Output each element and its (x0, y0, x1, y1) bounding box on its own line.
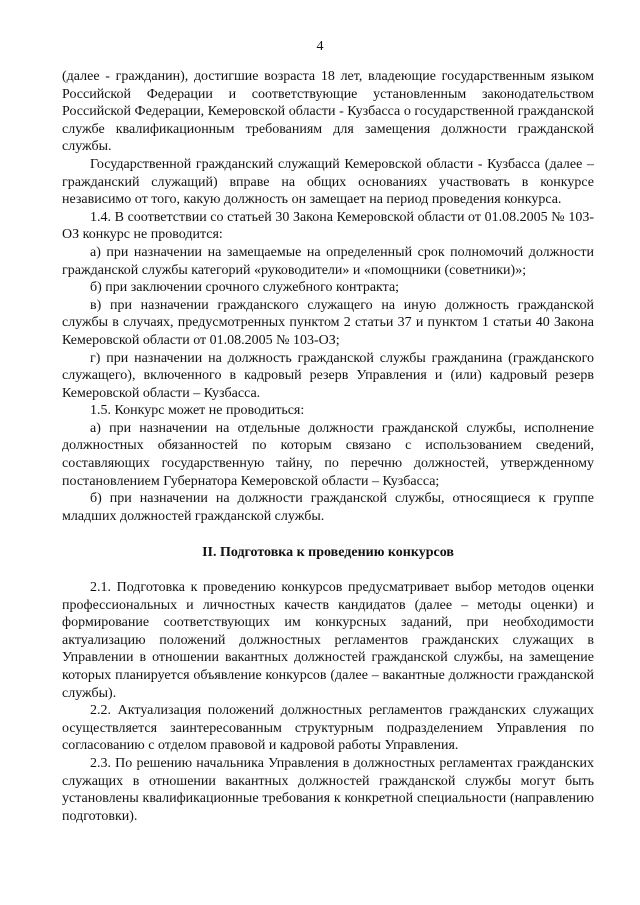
paragraph-1-4: 1.4. В соответствии со статьей 30 Закона Кемеровской области от 01.08.2005 № 103-ОЗ конкурс не проводится: (62, 209, 594, 243)
list-item-a: а) при назначении на замещаемые на определенный срок полномочий должности гражданской службы категорий «руководители» и «помощники (советники)»; (62, 244, 594, 278)
list-item-a: а) при назначении на отдельные должности гражданской службы, исполнение должностных обязанностей по которым связано с использованием сведений, составляющих государственную тайну, по перечню должностей, утвержденному постановлением Губернатора Кемеровской области – Кузбасса; (62, 420, 594, 489)
section-heading: II. Подготовка к проведению конкурсов (202, 545, 454, 561)
list-item-b: б) при заключении срочного служебного контракта; (90, 280, 400, 296)
list-item-v: в) при назначении гражданского служащего на иную должность гражданской службы в случаях, предусмотренных пунктом 2 статьи 37 и пунктом 1 статьи 40 Закона Кемеровской области от 01.08.2005 № 103-ОЗ; (62, 297, 594, 348)
paragraph: (далее - гражданин), достигшие возраста 18 лет, владеющие государственным языком Российской Федерации и соответствующие установленным законодательством Российской Федерации, Кемеровской области - Кузбасса о государственной гражданской службе квалификационным требованиям для замещения должности гражданской службы. (62, 69, 594, 155)
paragraph-2-3: 2.3. По решению начальника Управления в должностных регламентах гражданских служащих в отношении вакантных должностей гражданской службы могут быть установлены квалификационные требования к конкретной специальности (направлению подготовки). (62, 755, 594, 824)
paragraph: Государственной гражданский служащий Кемеровской области - Кузбасса (далее – гражданский служащий) вправе на общих основаниях участвовать в конкурсе независимо от того, какую должность он замещает на период проведения конкурса. (62, 156, 594, 208)
paragraph-1-5: 1.5. Конкурс может не проводиться: (90, 403, 305, 419)
paragraph-2-2: 2.2. Актуализация положений должностных регламентов гражданских служащих осуществляется заинтересованным структурным подразделением Управления по согласованию с отделом правовой и кадровой работы Управления. (62, 703, 594, 754)
paragraph-2-1: 2.1. Подготовка к проведению конкурсов предусматривает выбор методов оценки профессиональных и личностных качеств кандидатов (далее – методы оценки) и формирование соответствующих им конкурсных заданий, при необходимости актуализацию положений должностных регламентов гражданских служащих в Управлении в отношении вакантных должностей гражданской службы, на замещение которых планируется объявление конкурсов (далее – вакантные должности гражданской службы). (62, 580, 594, 701)
document-body (62, 68, 594, 825)
list-item-b: б) при назначении на должности гражданской службы, относящиеся к группе младших должностей гражданской службы. (62, 491, 594, 524)
list-item-g: г) при назначении на должность гражданской службы гражданина (гражданского служащего), включенного в кадровый резерв Управления и (или) кадровый резерв Кемеровской области – Кузбасса. (62, 350, 594, 401)
page-number: 4 (316, 39, 324, 54)
